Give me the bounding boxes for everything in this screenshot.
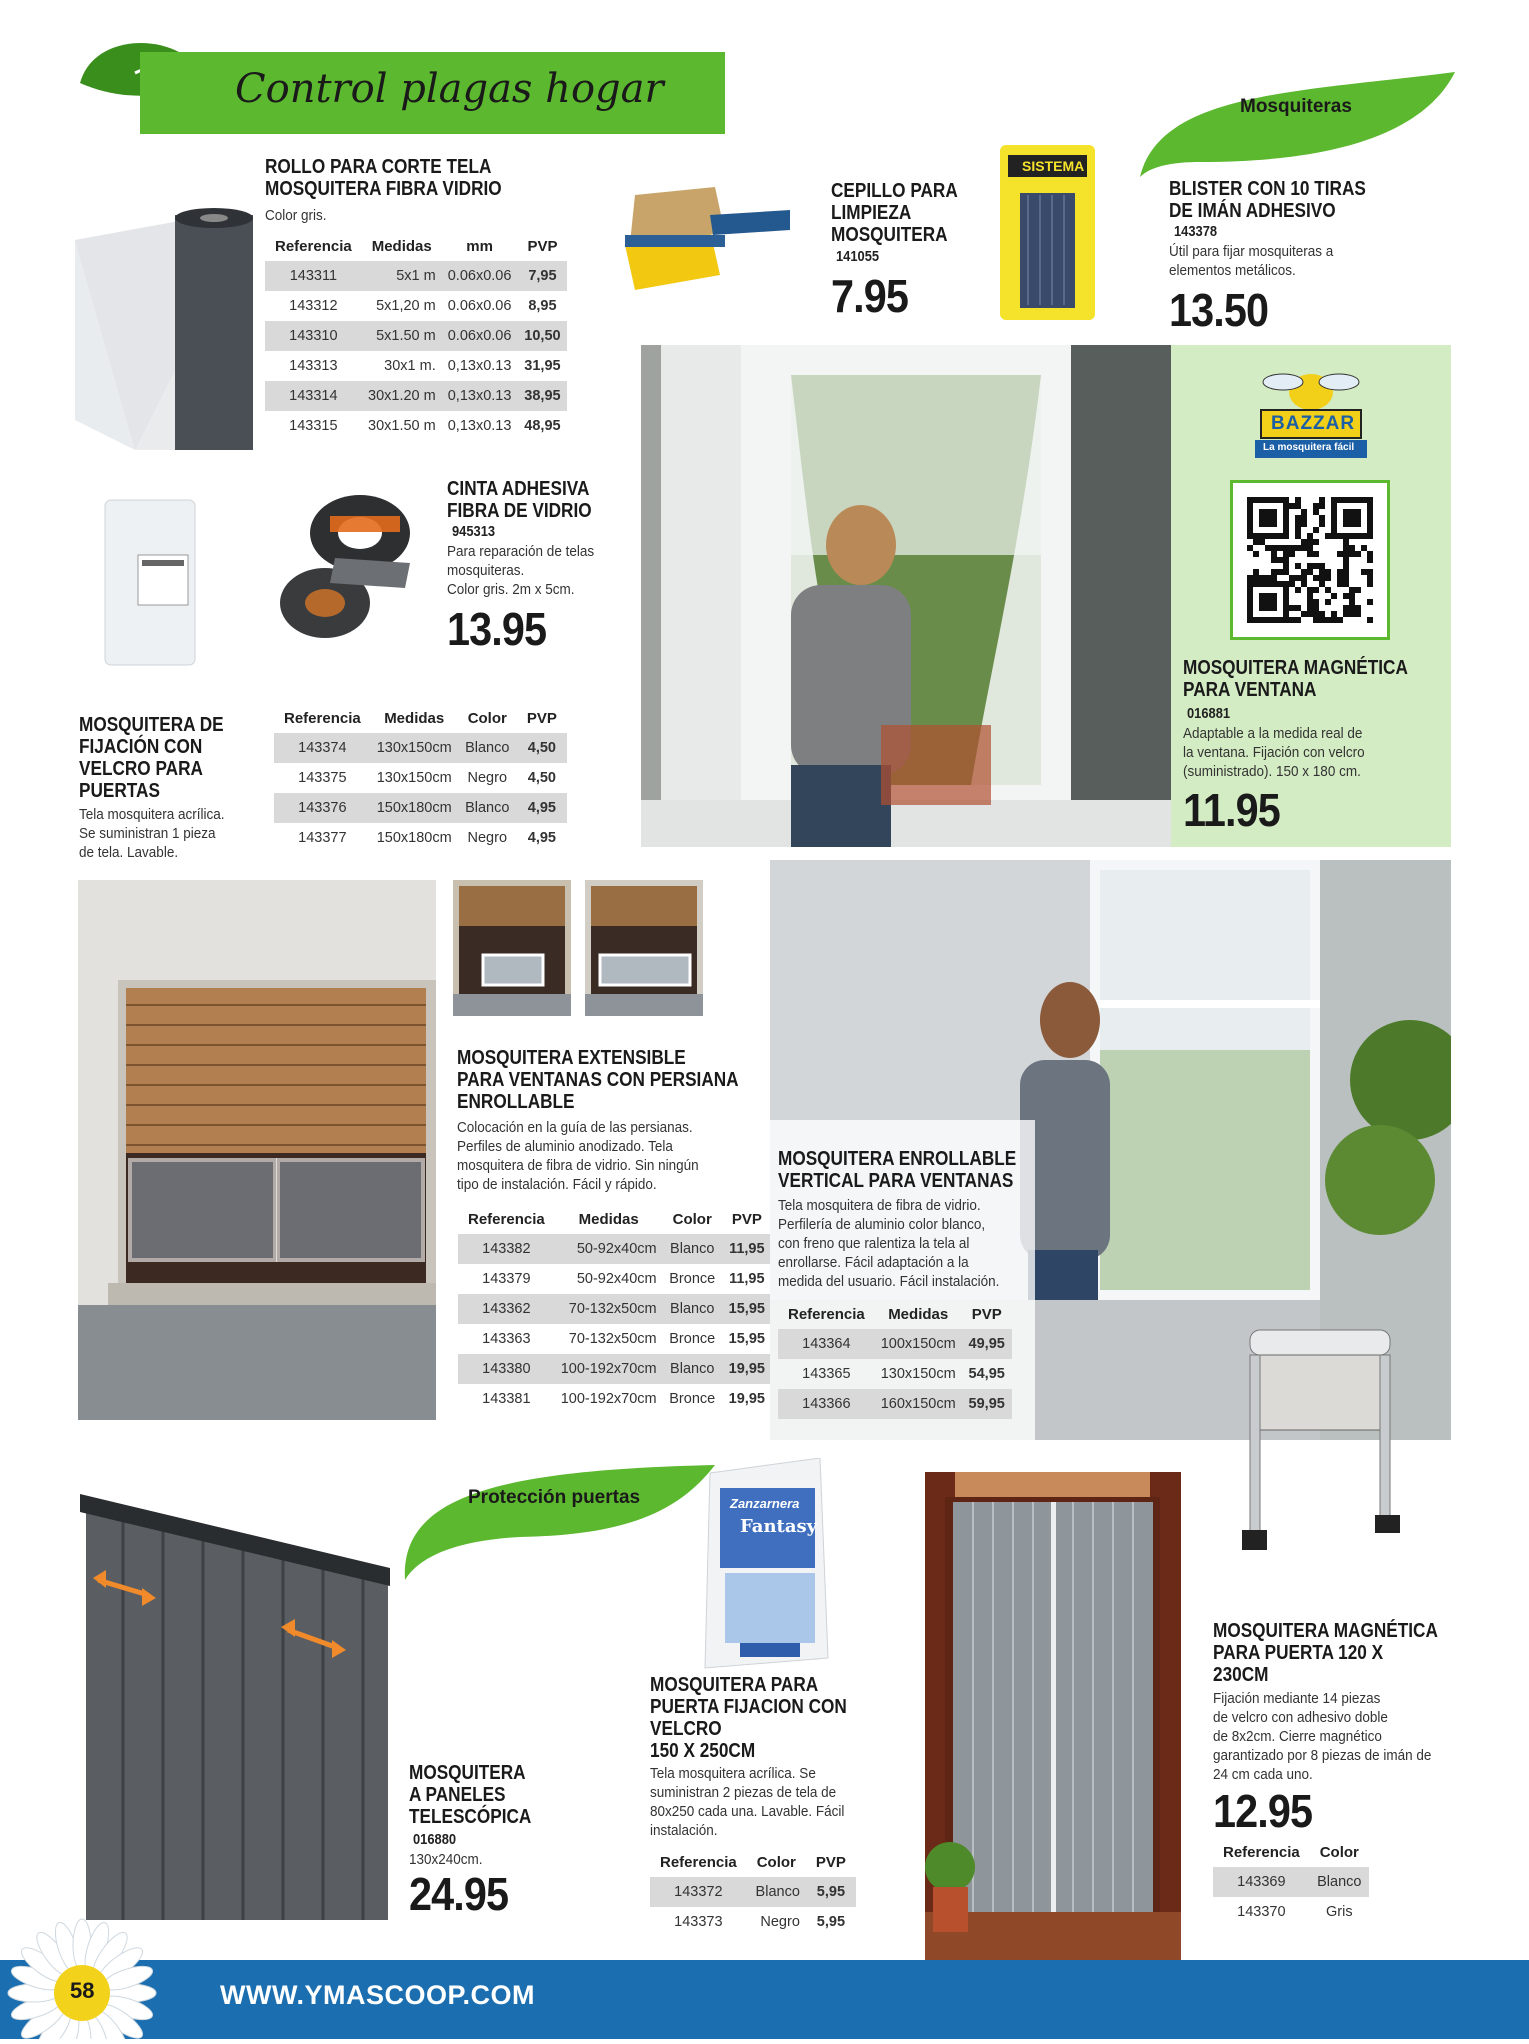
table-header-row xyxy=(274,704,567,733)
column-header: PVP xyxy=(971,1306,1002,1323)
enrollable-title-2: VERTICAL PARA VENTANAS xyxy=(778,1170,1014,1192)
table-cell: 143377 xyxy=(298,830,347,846)
puerta-velcro-title-1: MOSQUITERA PARA xyxy=(650,1674,819,1696)
bazzar-brand: BAZZAR xyxy=(1271,413,1356,434)
column-header: Color xyxy=(672,1211,712,1228)
woman-window-photo xyxy=(641,345,1171,847)
extensible-desc-1: Colocación en la guía de las persianas. xyxy=(457,1119,693,1136)
puerta-velcro-title-3: VELCRO xyxy=(650,1718,722,1740)
column-header: Color xyxy=(467,710,507,727)
table-cell: 48,95 xyxy=(524,418,561,434)
table-row xyxy=(274,763,567,793)
table-cell: 5x1.50 m xyxy=(362,321,442,351)
blister-ref: 143378 xyxy=(1174,223,1218,240)
magnetica-puerta-desc-2: de velcro con adhesivo doble xyxy=(1213,1709,1388,1726)
magnetica-puerta-price-table xyxy=(1213,1838,1369,1927)
table-row xyxy=(778,1329,1012,1359)
table-cell: 7,95 xyxy=(517,261,567,291)
bazzar-tagline: La mosquitera fácil xyxy=(1263,442,1355,453)
table-cell: 5x1 m xyxy=(362,261,442,291)
magnetica-puerta-desc-3: de 8x2cm. Cierre magnético xyxy=(1213,1728,1382,1745)
table-cell: 143369 xyxy=(1213,1867,1310,1897)
table-cell: 19,95 xyxy=(722,1354,772,1384)
table-cell: 0.06x0.06 xyxy=(442,261,518,291)
table-row xyxy=(265,411,567,441)
table-cell: 130x150cm xyxy=(371,733,458,763)
table-row xyxy=(458,1384,772,1414)
enrollable-desc-1: Tela mosquitera de fibra de vidrio. xyxy=(778,1197,981,1214)
telescopic-panels-image xyxy=(78,1490,398,1920)
table-cell: 31,95 xyxy=(524,358,561,374)
table-row xyxy=(265,291,567,321)
table-cell: 0.06x0.06 xyxy=(447,298,512,314)
magnetica-ventana-price: 11.95 xyxy=(1183,784,1280,836)
price-table xyxy=(274,704,567,853)
table-cell: 100-192x70cm xyxy=(560,1391,657,1407)
table-cell: 143374 xyxy=(274,733,371,763)
table-cell: 38,95 xyxy=(517,381,567,411)
enrollable-desc-4: enrollarse. Fácil adaptación a la xyxy=(778,1254,969,1271)
table-header-row xyxy=(458,1205,772,1234)
table-cell: 143364 xyxy=(778,1329,875,1359)
paneles-price: 24.95 xyxy=(409,1868,509,1920)
table-cell: 130x150cm xyxy=(376,770,452,786)
table-cell: Blanco xyxy=(1310,1867,1369,1897)
column-header: PVP xyxy=(526,710,557,727)
table-cell: 4,95 xyxy=(517,793,567,823)
cinta-ref: 945313 xyxy=(452,523,496,540)
table-row xyxy=(274,823,567,853)
table-header-row xyxy=(1213,1838,1369,1867)
table-cell: Negro xyxy=(467,830,508,846)
extensible-price-table xyxy=(458,1205,772,1414)
enrollable-desc-2: Perfilería de aluminio color blanco, xyxy=(778,1216,986,1233)
table-cell: 30x1.20 m xyxy=(362,381,442,411)
table-cell: Blanco xyxy=(747,1877,806,1907)
column-header: Referencia xyxy=(284,710,361,727)
puertas-section-tag xyxy=(400,1455,720,1585)
table-cell: 143363 xyxy=(482,1331,531,1347)
puerta-velcro-desc-3: 80x250 cada una. Lavable. Fácil xyxy=(650,1803,845,1820)
table-header-row xyxy=(265,232,567,261)
table-cell: 143370 xyxy=(1237,1904,1286,1920)
magnetica-puerta-title-3: 230CM xyxy=(1213,1664,1269,1686)
enrollable-price-table xyxy=(778,1300,1012,1419)
table-cell: Blanco xyxy=(663,1234,722,1264)
magnet-blister-image xyxy=(1000,145,1095,320)
table-cell: 150x180cm xyxy=(371,793,458,823)
table-cell: 11,95 xyxy=(722,1234,772,1264)
extensible-desc-2: Perfiles de aluminio anodizado. Tela xyxy=(457,1138,673,1155)
rollo-title-1: ROLLO PARA CORTE TELA xyxy=(265,156,492,178)
velcro-pack-image xyxy=(100,495,200,670)
puerta-velcro-desc-4: instalación. xyxy=(650,1822,718,1839)
enrollable-desc-3: con freno que ralentiza la tela al xyxy=(778,1235,970,1252)
table-cell: 143380 xyxy=(458,1354,555,1384)
enrollable-title-1: MOSQUITERA ENROLLABLE xyxy=(778,1148,1017,1170)
table-row xyxy=(265,321,567,351)
table-cell: 70-132x50cm xyxy=(568,1331,657,1347)
table-cell: 4,50 xyxy=(527,770,556,786)
velcro-puertas-desc-2: Se suministran 1 pieza xyxy=(79,825,216,842)
price-table xyxy=(1213,1838,1369,1927)
cinta-desc-2: mosquiteras. xyxy=(447,562,525,579)
rollo-desc: Color gris. xyxy=(265,207,327,224)
table-cell: 4,95 xyxy=(527,830,556,846)
table-cell: 143365 xyxy=(802,1366,851,1382)
puerta-velcro-desc-1: Tela mosquitera acrílica. Se xyxy=(650,1765,816,1782)
column-header: Medidas xyxy=(371,238,432,255)
price-table xyxy=(650,1848,856,1937)
table-cell: 15,95 xyxy=(722,1294,772,1324)
table-cell: 19,95 xyxy=(728,1391,765,1407)
column-header: Color xyxy=(1319,1844,1359,1861)
column-header: PVP xyxy=(815,1854,846,1871)
table-row xyxy=(1213,1897,1369,1927)
magnetica-puerta-desc-5: 24 cm cada uno. xyxy=(1213,1766,1313,1783)
table-header-row xyxy=(650,1848,856,1877)
table-cell: 0.06x0.06 xyxy=(442,321,518,351)
table-cell: 30x1.50 m xyxy=(368,418,436,434)
rollo-title-2: MOSQUITERA FIBRA VIDRIO xyxy=(265,178,502,200)
magnetica-ventana-title-2: PARA VENTANA xyxy=(1183,679,1317,701)
table-cell: 143372 xyxy=(650,1877,747,1907)
magnetica-ventana-desc-1: Adaptable a la medida real de xyxy=(1183,725,1363,742)
table-cell: Bronce xyxy=(669,1271,716,1287)
table-cell: 143382 xyxy=(458,1234,555,1264)
velcro-puertas-title-3: VELCRO PARA xyxy=(79,758,203,780)
table-cell: 143314 xyxy=(265,381,362,411)
cepillo-ref: 141055 xyxy=(836,248,880,265)
cinta-title-2: FIBRA DE VIDRIO xyxy=(447,500,592,522)
blister-desc-2: elementos metálicos. xyxy=(1169,262,1296,279)
table-cell: 143381 xyxy=(482,1391,531,1407)
column-header: Medidas xyxy=(578,1211,639,1228)
price-table xyxy=(458,1205,772,1414)
shutter-thumb-2 xyxy=(585,880,703,1016)
paneles-desc: 130x240cm. xyxy=(409,1851,483,1868)
cepillo-title-2: LIMPIEZA xyxy=(831,202,912,224)
cinta-desc-3: Color gris. 2m x 5cm. xyxy=(447,581,575,598)
table-cell: 100x150cm xyxy=(875,1329,962,1359)
cinta-price: 13.95 xyxy=(447,603,547,655)
table-cell: Bronce xyxy=(669,1391,716,1407)
section-label: Protección puertas xyxy=(468,1487,641,1508)
price-table xyxy=(778,1300,1012,1419)
table-cell: 130x150cm xyxy=(880,1366,956,1382)
column-header: mm xyxy=(466,238,493,255)
table-cell: 4,50 xyxy=(517,733,567,763)
roll-image xyxy=(75,200,255,450)
blister-desc-1: Útil para fijar mosquiteras a xyxy=(1169,243,1334,260)
table-cell: Blanco xyxy=(663,1354,722,1384)
table-header-row xyxy=(778,1300,1012,1329)
table-cell: 143376 xyxy=(274,793,371,823)
puerta-velcro-desc-2: suministran 2 piezas de tela de xyxy=(650,1784,837,1801)
velcro-puertas-price-table xyxy=(274,704,567,853)
table-cell: Bronce xyxy=(669,1331,716,1347)
blister-price: 13.50 xyxy=(1169,284,1269,336)
mosquiteras-section-tag xyxy=(1140,62,1460,182)
table-cell: 143311 xyxy=(265,261,362,291)
table-cell: 11,95 xyxy=(729,1271,765,1287)
table-row xyxy=(274,733,567,763)
extensible-title-1: MOSQUITERA EXTENSIBLE xyxy=(457,1047,686,1069)
rolling-screen-product-image xyxy=(1240,1325,1400,1555)
table-cell: 143312 xyxy=(289,298,338,314)
bazzar-logo xyxy=(1253,362,1368,462)
table-row xyxy=(650,1877,856,1907)
magnetica-puerta-title-1: MOSQUITERA MAGNÉTICA xyxy=(1213,1620,1438,1642)
paneles-title-2: A PANELES xyxy=(409,1784,506,1806)
table-cell: 150x180cm xyxy=(376,830,452,846)
table-cell: Negro xyxy=(467,770,508,786)
extensible-title-2: PARA VENTANAS CON PERSIANA xyxy=(457,1069,739,1091)
shutter-window-photo xyxy=(78,880,436,1420)
column-header: Referencia xyxy=(660,1854,737,1871)
table-cell: 143375 xyxy=(298,770,347,786)
cepillo-price: 7.95 xyxy=(831,270,908,322)
table-cell: 5,95 xyxy=(816,1914,846,1930)
table-cell: 10,50 xyxy=(517,321,567,351)
magnetica-puerta-desc-4: garantizado por 8 piezas de imán de xyxy=(1213,1747,1432,1764)
velcro-puertas-desc-3: de tela. Lavable. xyxy=(79,844,179,861)
table-cell: 100-192x70cm xyxy=(555,1354,663,1384)
table-cell: 0,13x0.13 xyxy=(442,381,518,411)
page-number: 58 xyxy=(70,1978,95,2003)
table-cell: 70-132x50cm xyxy=(555,1294,663,1324)
table-cell: 143313 xyxy=(289,358,338,374)
cinta-title-1: CINTA ADHESIVA xyxy=(447,478,590,500)
column-header: Referencia xyxy=(788,1306,865,1323)
paneles-title-3: TELESCÓPICA xyxy=(409,1806,532,1828)
puerta-velcro-title-4: 150 X 250CM xyxy=(650,1740,756,1762)
table-row xyxy=(650,1907,856,1937)
table-cell: Blanco xyxy=(458,733,517,763)
table-cell: Blanco xyxy=(663,1294,722,1324)
magnetica-ventana-ref: 016881 xyxy=(1187,705,1231,722)
paneles-ref: 016880 xyxy=(413,1831,457,1848)
fantasy-pack-name: Fantasy xyxy=(740,1516,818,1537)
table-cell: 59,95 xyxy=(962,1389,1012,1419)
table-cell: 143310 xyxy=(265,321,362,351)
column-header: Medidas xyxy=(384,710,445,727)
fantasy-pack-brand: Zanzarnera xyxy=(730,1496,800,1511)
table-cell: 15,95 xyxy=(728,1331,765,1347)
table-cell: 49,95 xyxy=(962,1329,1012,1359)
blister-title-2: DE IMÁN ADHESIVO xyxy=(1169,200,1336,222)
table-row xyxy=(458,1354,772,1384)
blister-brand: SISTEMA xyxy=(1022,158,1085,174)
cepillo-title-3: MOSQUITERA xyxy=(831,224,948,246)
table-cell: Gris xyxy=(1326,1904,1353,1920)
table-row xyxy=(458,1294,772,1324)
magnetica-puerta-price: 12.95 xyxy=(1213,1785,1313,1837)
brush-image xyxy=(615,175,790,295)
table-cell: 54,95 xyxy=(968,1366,1005,1382)
table-cell: 50-92x40cm xyxy=(555,1234,663,1264)
table-cell: 143373 xyxy=(674,1914,723,1930)
magnetic-door-photo xyxy=(925,1472,1181,1960)
table-cell: Blanco xyxy=(458,793,517,823)
table-row xyxy=(265,261,567,291)
table-cell: 143362 xyxy=(458,1294,555,1324)
table-cell: 0,13x0.13 xyxy=(447,358,512,374)
column-header: Referencia xyxy=(275,238,352,255)
velcro-puertas-title-2: FIJACIÓN CON xyxy=(79,736,203,758)
table-cell: 5,95 xyxy=(806,1877,856,1907)
price-table xyxy=(265,232,567,441)
table-cell: 8,95 xyxy=(528,298,557,314)
table-cell: Negro xyxy=(760,1914,800,1930)
paneles-title-1: MOSQUITERA xyxy=(409,1762,526,1784)
table-row xyxy=(778,1359,1012,1389)
extensible-desc-4: tipo de instalación. Fácil y rápido. xyxy=(457,1176,657,1193)
table-row xyxy=(274,793,567,823)
velcro-puertas-title-4: PUERTAS xyxy=(79,780,160,802)
puerta-velcro-title-2: PUERTA FIJACION CON xyxy=(650,1696,847,1718)
magnetica-puerta-desc-1: Fijación mediante 14 piezas xyxy=(1213,1690,1381,1707)
column-header: PVP xyxy=(731,1211,762,1228)
extensible-title-3: ENROLLABLE xyxy=(457,1091,575,1113)
enrollable-desc-5: medida del usuario. Fácil instalación. xyxy=(778,1273,1000,1290)
table-cell: 143379 xyxy=(482,1271,531,1287)
magnetica-puerta-title-2: PARA PUERTA 120 X xyxy=(1213,1642,1384,1664)
column-header: Referencia xyxy=(468,1211,545,1228)
magnetica-ventana-desc-3: (suministrado). 150 x 180 cm. xyxy=(1183,763,1361,780)
table-row xyxy=(458,1264,772,1294)
velcro-puertas-desc-1: Tela mosquitera acrílica. xyxy=(79,806,225,823)
table-row xyxy=(1213,1867,1369,1897)
qr-code xyxy=(1230,480,1390,640)
puerta-velcro-price-table xyxy=(650,1848,856,1937)
column-header: PVP xyxy=(527,238,558,255)
rollo-price-table xyxy=(265,232,567,441)
blister-title-1: BLISTER CON 10 TIRAS xyxy=(1169,178,1366,200)
website-link[interactable]: WWW.YMASCOOP.COM xyxy=(220,1980,535,2010)
shutter-thumb-1 xyxy=(453,880,571,1016)
table-cell: 143366 xyxy=(778,1389,875,1419)
table-row xyxy=(458,1234,772,1264)
magnetica-ventana-title-1: MOSQUITERA MAGNÉTICA xyxy=(1183,657,1408,679)
velcro-puertas-title-1: MOSQUITERA DE xyxy=(79,714,224,736)
table-cell: 30x1 m. xyxy=(384,358,436,374)
tape-image xyxy=(280,478,420,648)
table-cell: 160x150cm xyxy=(875,1389,962,1419)
section-label: Mosquiteras xyxy=(1240,96,1352,117)
table-row xyxy=(778,1389,1012,1419)
table-cell: 0,13x0.13 xyxy=(447,418,512,434)
column-header: Medidas xyxy=(888,1306,949,1323)
extensible-desc-3: mosquitera de fibra de vidrio. Sin ningún xyxy=(457,1157,699,1174)
column-header: Referencia xyxy=(1223,1844,1300,1861)
table-cell: 5x1,20 m xyxy=(376,298,436,314)
table-cell: 50-92x40cm xyxy=(576,1271,657,1287)
column-header: Color xyxy=(756,1854,796,1871)
cepillo-title-1: CEPILLO PARA xyxy=(831,180,958,202)
table-cell: 143315 xyxy=(289,418,338,434)
header-banner xyxy=(75,28,735,138)
fantasy-pack-image xyxy=(700,1458,830,1673)
page-title: Control plagas hogar xyxy=(235,66,664,112)
cinta-desc-1: Para reparación de telas xyxy=(447,543,595,560)
table-row xyxy=(265,381,567,411)
table-row xyxy=(265,351,567,381)
magnetica-ventana-desc-2: la ventana. Fijación con velcro xyxy=(1183,744,1365,761)
table-row xyxy=(458,1324,772,1354)
